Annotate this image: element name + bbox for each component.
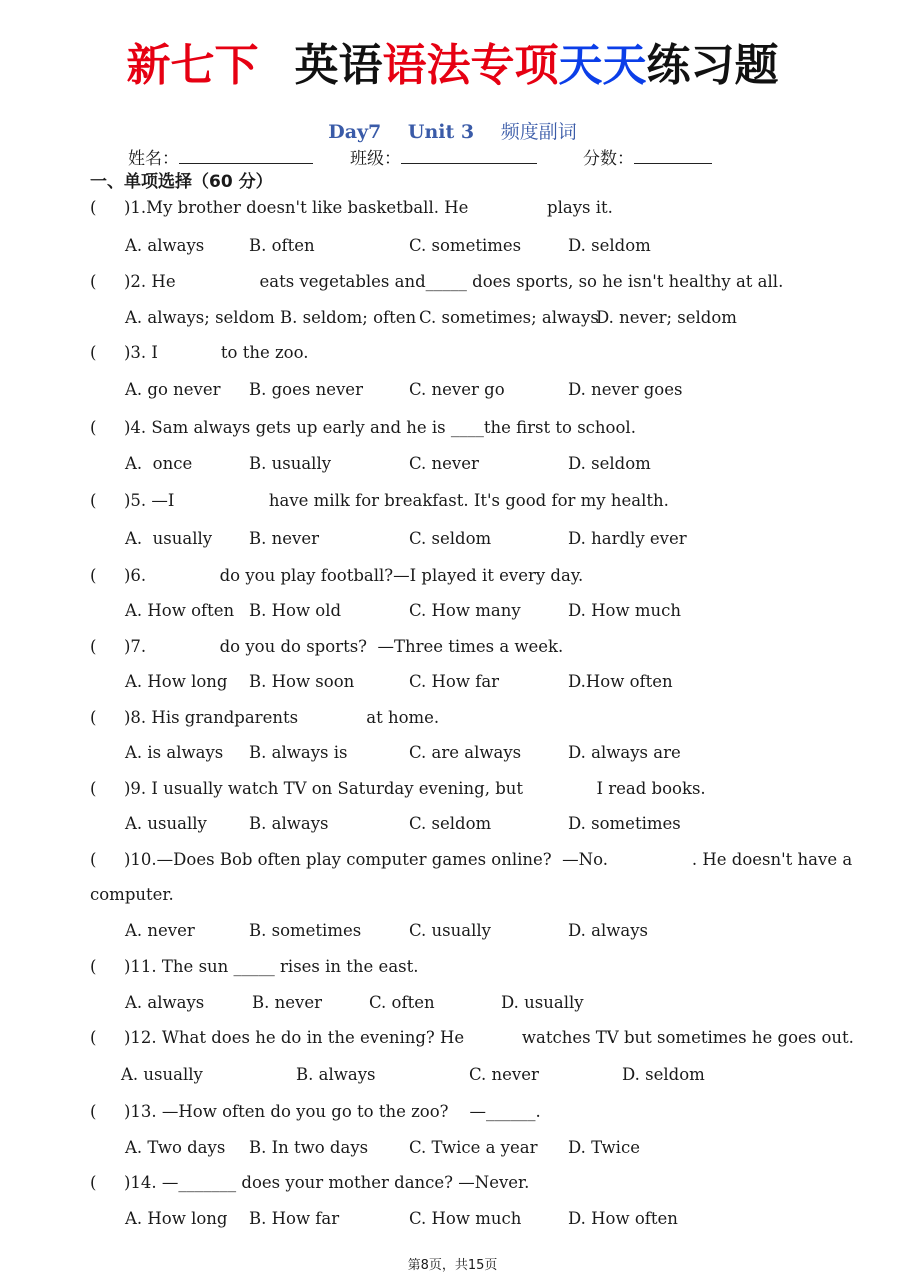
question-text: )14. —_______ does your mother dance? —Never.	[124, 1173, 530, 1192]
question-stem-11	[90, 957, 419, 976]
answer-option[interactable]: C. sometimes	[409, 236, 522, 255]
class-blank[interactable]	[401, 147, 537, 164]
question-text: )5. —I have milk for breakfast. It's good for my health.	[124, 491, 669, 510]
question-stem-2	[90, 272, 783, 291]
question-text: )7. do you do sports? —Three times a week.	[124, 637, 564, 656]
answer-option[interactable]: C. never	[469, 1065, 539, 1084]
score-field	[583, 144, 712, 169]
question-text: )9. I usually watch TV on Saturday evening, but I read books.	[124, 779, 706, 798]
question-stem-3	[90, 343, 308, 362]
answer-option[interactable]: B. How far	[249, 1209, 340, 1228]
score-label: 分数：	[583, 149, 634, 169]
answer-option[interactable]: D. seldom	[568, 454, 651, 473]
question-stem-7	[90, 637, 563, 656]
question-stem-14	[90, 1173, 529, 1192]
answer-bracket[interactable]: (	[90, 708, 97, 727]
question-stem-12	[90, 1028, 854, 1047]
banner-part-2: 英语	[294, 40, 383, 91]
question-stem-5	[90, 491, 669, 510]
banner-part-3: 语法专项	[382, 40, 559, 91]
answer-option[interactable]: D.How often	[568, 672, 673, 691]
answer-option[interactable]: A. Two days	[125, 1138, 226, 1157]
answer-option[interactable]: C. How many	[409, 601, 521, 620]
question-text: )1.My brother doesn't like basketball. He plays it.	[124, 198, 613, 217]
question-text: )8. His grandparents at home.	[124, 708, 440, 727]
answer-option[interactable]: D. never goes	[568, 380, 683, 399]
answer-option[interactable]: C. usually	[409, 921, 491, 940]
answer-option[interactable]: A. always	[125, 236, 205, 255]
question-stem-4	[90, 418, 636, 437]
answer-bracket[interactable]: (	[90, 1102, 97, 1121]
answer-option[interactable]: B. In two days	[249, 1138, 369, 1157]
answer-option[interactable]: C. seldom	[409, 814, 492, 833]
answer-option[interactable]: D. seldom	[568, 236, 651, 255]
answer-option[interactable]: C. often	[369, 993, 435, 1012]
answer-bracket[interactable]: (	[90, 198, 97, 217]
question-stem-9	[90, 779, 706, 798]
answer-option[interactable]: C. sometimes; always	[419, 308, 599, 327]
answer-option[interactable]: D. always	[568, 921, 648, 940]
answer-option[interactable]: B. always is	[249, 743, 348, 762]
score-blank[interactable]	[634, 147, 712, 164]
banner-title	[0, 36, 905, 96]
answer-option[interactable]: A. usually	[125, 529, 213, 548]
answer-option[interactable]: A. usually	[121, 1065, 203, 1084]
banner-part-1: 新七下	[126, 40, 259, 91]
answer-bracket[interactable]: (	[90, 1173, 97, 1192]
answer-option[interactable]: B. never	[252, 993, 322, 1012]
name-blank[interactable]	[179, 147, 313, 164]
question-text: )6. do you play football?—I played it every day.	[124, 566, 584, 585]
answer-bracket[interactable]: (	[90, 566, 97, 585]
answer-option[interactable]: B. How soon	[249, 672, 355, 691]
answer-option[interactable]: B. seldom; often	[280, 308, 417, 327]
answer-option[interactable]: C. never	[409, 454, 479, 473]
name-label: 姓名：	[128, 149, 179, 169]
question-text: )11. The sun _____ rises in the east.	[124, 957, 419, 976]
answer-option[interactable]: A. usually	[125, 814, 207, 833]
question-stem-1	[90, 198, 613, 217]
answer-option[interactable]: A. is always	[125, 743, 224, 762]
question-text: )3. I to the zoo.	[124, 343, 309, 362]
answer-option[interactable]: A. never	[125, 921, 195, 940]
answer-option[interactable]: B. never	[249, 529, 319, 548]
answer-option[interactable]: D. Twice	[568, 1138, 640, 1157]
answer-option[interactable]: C. Twice a year	[409, 1138, 538, 1157]
page-footer: 第8页，共15页	[407, 1258, 498, 1273]
answer-bracket[interactable]: (	[90, 850, 97, 869]
answer-option[interactable]: B. How old	[249, 601, 342, 620]
answer-option[interactable]: C. are always	[409, 743, 522, 762]
answer-bracket[interactable]: (	[90, 957, 97, 976]
answer-bracket[interactable]: (	[90, 1028, 97, 1047]
answer-bracket[interactable]: (	[90, 779, 97, 798]
day-label: Day7	[328, 121, 382, 143]
banner-part-5: 练习题	[646, 40, 779, 91]
question-text: )12. What does he do in the evening? He watches TV but sometimes he goes out.	[124, 1028, 854, 1047]
answer-option[interactable]: B. usually	[249, 454, 332, 473]
answer-option[interactable]: D. usually	[501, 993, 584, 1012]
name-field	[128, 144, 313, 169]
question-text: )2. He eats vegetables and_____ does sports, so he isn't healthy at all.	[124, 272, 784, 291]
answer-option[interactable]: B. sometimes	[249, 921, 362, 940]
answer-option[interactable]: D. sometimes	[568, 814, 681, 833]
question-stem-6	[90, 566, 583, 585]
answer-bracket[interactable]: (	[90, 491, 97, 510]
class-field	[350, 144, 537, 169]
answer-option[interactable]: D. always are	[568, 743, 681, 762]
answer-option[interactable]: A. How often	[125, 601, 235, 620]
answer-option[interactable]: C. How much	[409, 1209, 522, 1228]
question-stem-10	[90, 850, 852, 869]
topic-label: 频度副词	[500, 121, 577, 143]
answer-option[interactable]: C. How far	[409, 672, 500, 691]
unit-label: Unit 3	[407, 121, 475, 143]
answer-option[interactable]: B. always	[296, 1065, 376, 1084]
answer-option[interactable]: B. always	[249, 814, 329, 833]
answer-option[interactable]: B. goes never	[249, 380, 363, 399]
lesson-subtitle	[0, 117, 905, 144]
section-title: 一、单项选择（60 分）	[90, 172, 273, 192]
question-stem-13	[90, 1102, 541, 1121]
answer-option[interactable]: C. never go	[409, 380, 505, 399]
answer-option[interactable]: D. How often	[568, 1209, 678, 1228]
answer-bracket[interactable]: (	[90, 272, 97, 291]
answer-option[interactable]: A. How long	[125, 1209, 228, 1228]
answer-option[interactable]: A. go never	[125, 380, 221, 399]
answer-option[interactable]: C. seldom	[409, 529, 492, 548]
answer-option[interactable]: D. never; seldom	[596, 308, 737, 327]
answer-bracket[interactable]: (	[90, 343, 97, 362]
class-label: 班级：	[350, 149, 401, 169]
answer-option[interactable]: A. always; seldom	[125, 308, 275, 327]
question-text: )13. —How often do you go to the zoo? —______.	[124, 1102, 541, 1121]
answer-option[interactable]: A. once	[125, 454, 193, 473]
question-stem-8	[90, 708, 439, 727]
answer-option[interactable]: D. How much	[568, 601, 681, 620]
question-text: )10.—Does Bob often play computer games online? —No. . He doesn't have a	[124, 850, 853, 869]
answer-option[interactable]: B. often	[249, 236, 315, 255]
answer-bracket[interactable]: (	[90, 637, 97, 656]
answer-option[interactable]: A. How long	[125, 672, 228, 691]
question-text: )4. Sam always gets up early and he is ____the first to school.	[124, 418, 636, 437]
banner-part-4: 天天	[558, 40, 647, 91]
question-text-continued: computer.	[90, 885, 174, 904]
answer-option[interactable]: D. seldom	[622, 1065, 705, 1084]
answer-option[interactable]: D. hardly ever	[568, 529, 687, 548]
answer-bracket[interactable]: (	[90, 418, 97, 437]
answer-option[interactable]: A. always	[125, 993, 205, 1012]
